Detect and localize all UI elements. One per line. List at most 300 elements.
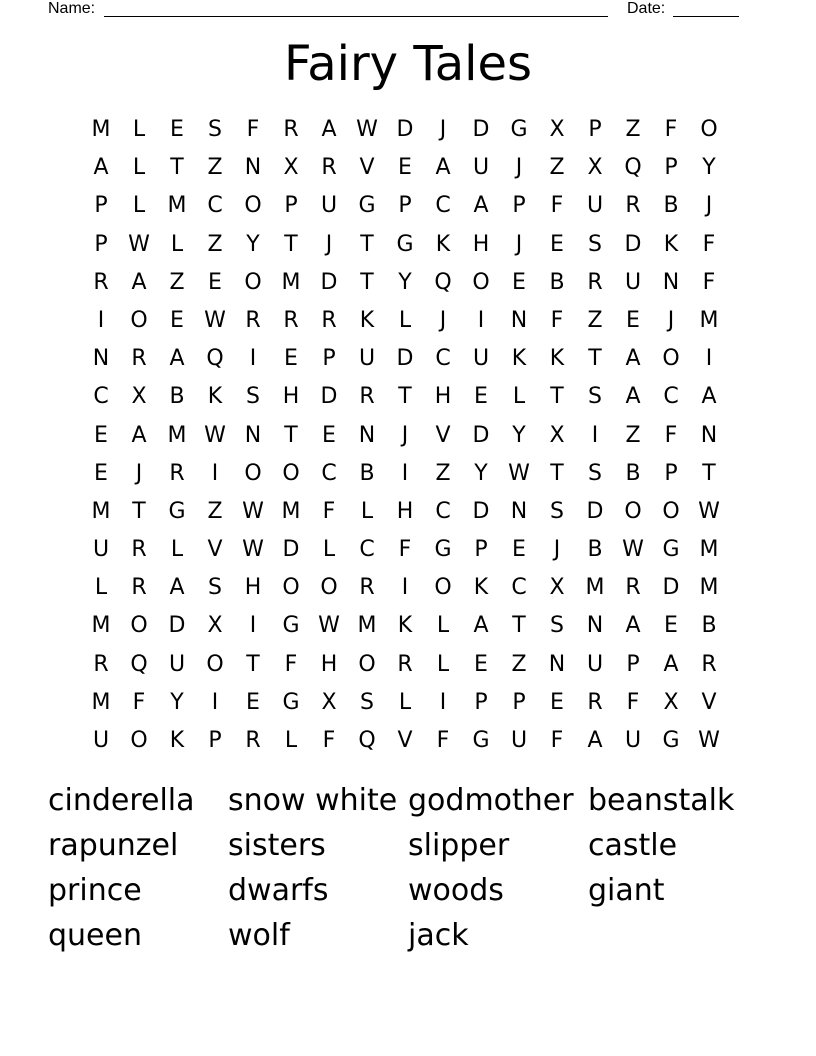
grid-letter: F — [398, 537, 412, 563]
grid-letter: T — [398, 384, 412, 410]
word-list-item: woods — [408, 873, 504, 908]
grid-letter: S — [360, 689, 374, 715]
grid-letter: A — [701, 384, 717, 410]
grid-letter: D — [662, 575, 680, 601]
grid-letter: B — [359, 460, 375, 486]
grid-letter: O — [282, 575, 300, 601]
word-list-item: beanstalk — [588, 783, 735, 818]
grid-letter: A — [169, 575, 185, 601]
grid-letter: O — [700, 117, 718, 142]
grid-letter: O — [358, 651, 376, 677]
grid-letter: X — [549, 422, 565, 448]
grid-letter: E — [512, 537, 526, 563]
grid-letter: W — [698, 728, 720, 753]
grid-letter: S — [550, 498, 564, 524]
grid-letter: E — [208, 269, 222, 295]
grid-letter: Y — [702, 155, 716, 181]
grid-letter: X — [549, 117, 565, 142]
grid-letter: W — [356, 117, 378, 142]
grid-letter: D — [472, 117, 490, 142]
grid-letter: X — [207, 613, 223, 639]
grid-letter: T — [284, 231, 298, 257]
grid-letter: T — [284, 422, 298, 448]
grid-letter: F — [626, 689, 640, 715]
grid-letter: W — [204, 307, 226, 333]
grid-letter: F — [702, 231, 716, 257]
grid-letter: M — [699, 537, 719, 563]
grid-letter: J — [667, 307, 675, 333]
grid-letter: K — [359, 307, 375, 333]
grid-letter: Z — [207, 498, 223, 524]
grid-letter: Y — [474, 460, 488, 486]
grid-letter: C — [359, 537, 375, 563]
grid-letter: W — [622, 537, 644, 563]
grid-letter: R — [701, 651, 717, 677]
grid-letter: S — [588, 460, 602, 486]
grid-letter: L — [436, 613, 450, 639]
grid-letter: Z — [169, 269, 185, 295]
grid-letter: F — [322, 728, 336, 753]
grid-letter: P — [284, 193, 298, 219]
grid-letter: N — [92, 346, 110, 372]
grid-letter: S — [208, 575, 222, 601]
grid-letter: Z — [549, 155, 565, 181]
grid-letter: X — [321, 689, 337, 715]
grid-letter: E — [550, 231, 564, 257]
grid-letter: M — [91, 689, 111, 715]
word-list — [48, 779, 768, 959]
grid-letter: W — [204, 422, 226, 448]
grid-letter: R — [131, 575, 147, 601]
grid-letter: A — [625, 613, 641, 639]
word-list-item: castle — [588, 828, 678, 863]
grid-letter: G — [434, 537, 452, 563]
grid-letter: Y — [170, 689, 184, 715]
grid-letter: E — [94, 422, 108, 448]
word-list-item: queen — [48, 918, 142, 953]
grid-letter: A — [321, 117, 337, 142]
grid-letter: A — [663, 651, 679, 677]
grid-letter: R — [397, 651, 413, 677]
grid-letter: M — [699, 307, 719, 333]
grid-letter: T — [170, 155, 184, 181]
grid-letter: P — [398, 193, 412, 219]
grid-letter: Y — [398, 269, 412, 295]
grid-letter: V — [359, 155, 375, 181]
grid-letter: V — [397, 728, 413, 753]
date-label: Date: — [627, 0, 666, 17]
grid-letter: Q — [624, 155, 642, 181]
grid-letter: P — [94, 231, 108, 257]
grid-letter: O — [244, 193, 262, 219]
grid-letter: P — [512, 689, 526, 715]
grid-letter: J — [439, 307, 447, 333]
grid-letter: Y — [512, 422, 526, 448]
grid-letter: G — [282, 613, 300, 639]
grid-letter: A — [131, 269, 147, 295]
grid-letter: O — [130, 613, 148, 639]
grid-letter: C — [663, 384, 679, 410]
grid-letter: W — [318, 613, 340, 639]
grid-letter: J — [515, 155, 523, 181]
grid-letter: M — [699, 575, 719, 601]
grid-letter: O — [206, 651, 224, 677]
grid-letter: F — [132, 689, 146, 715]
grid-letter: P — [94, 193, 108, 219]
grid-letter: K — [207, 384, 223, 410]
grid-letter: Z — [587, 307, 603, 333]
grid-letter: E — [322, 422, 336, 448]
grid-letter: R — [283, 117, 299, 142]
grid-letter: C — [321, 460, 337, 486]
grid-letter: V — [701, 689, 717, 715]
grid-letter: L — [322, 537, 336, 563]
grid-letter: A — [93, 155, 109, 181]
word-list-item: rapunzel — [48, 828, 179, 863]
grid-letter: T — [550, 384, 564, 410]
grid-letter: D — [282, 537, 300, 563]
grid-letter: W — [508, 460, 530, 486]
grid-letter: M — [167, 193, 187, 219]
grid-letter: G — [358, 193, 376, 219]
grid-letter: R — [245, 307, 261, 333]
grid-letter: U — [624, 269, 642, 295]
grid-letter: A — [625, 346, 641, 372]
grid-letter: X — [549, 575, 565, 601]
name-blank-line[interactable] — [104, 16, 608, 17]
grid-letter: W — [698, 498, 720, 524]
grid-letter: Z — [207, 231, 223, 257]
word-list-item: prince — [48, 873, 142, 908]
grid-letter: O — [130, 307, 148, 333]
grid-letter: W — [242, 537, 264, 563]
grid-letter: U — [168, 651, 186, 677]
grid-letter: I — [249, 613, 257, 639]
grid-letter: R — [131, 537, 147, 563]
grid-letter: R — [93, 269, 109, 295]
grid-letter: R — [625, 193, 641, 219]
grid-letter: B — [169, 384, 185, 410]
grid-letter: C — [207, 193, 223, 219]
grid-letter: O — [320, 575, 338, 601]
grid-letter: D — [472, 422, 490, 448]
grid-letter: L — [398, 307, 412, 333]
grid-letter: O — [662, 346, 680, 372]
grid-letter: B — [587, 537, 603, 563]
grid-letter: O — [472, 269, 490, 295]
grid-letter: C — [435, 193, 451, 219]
grid-letter: G — [472, 728, 490, 753]
word-list-item: sisters — [228, 828, 326, 863]
grid-letter: L — [512, 384, 526, 410]
grid-letter: Q — [358, 728, 376, 753]
grid-letter: U — [92, 728, 110, 753]
grid-letter: S — [550, 613, 564, 639]
grid-letter: E — [550, 689, 564, 715]
worksheet-header — [0, 0, 816, 20]
grid-letter: F — [702, 269, 716, 295]
grid-letter: R — [625, 575, 641, 601]
grid-letter: T — [550, 460, 564, 486]
grid-letter: G — [396, 231, 414, 257]
grid-letter: T — [360, 269, 374, 295]
grid-letter: T — [360, 231, 374, 257]
grid-letter: H — [320, 651, 338, 677]
grid-letter: U — [586, 651, 604, 677]
grid-letter: J — [401, 422, 409, 448]
grid-letter: R — [587, 689, 603, 715]
grid-letter: G — [282, 689, 300, 715]
grid-letter: O — [434, 575, 452, 601]
grid-letter: L — [284, 728, 298, 753]
grid-letter: C — [93, 384, 109, 410]
grid-letter: E — [512, 269, 526, 295]
grid-letter: I — [401, 575, 409, 601]
grid-letter: E — [398, 155, 412, 181]
grid-letter: P — [208, 728, 222, 753]
grid-letter: I — [211, 460, 219, 486]
grid-letter: U — [320, 193, 338, 219]
grid-letter: F — [550, 193, 564, 219]
grid-letter: L — [360, 498, 374, 524]
grid-letter: P — [664, 155, 678, 181]
grid-letter: I — [249, 346, 257, 372]
grid-letter: U — [472, 346, 490, 372]
grid-letter: O — [130, 728, 148, 753]
grid-letter: N — [244, 422, 262, 448]
grid-letter: R — [359, 575, 375, 601]
grid-letter: D — [586, 498, 604, 524]
grid-letter: E — [626, 307, 640, 333]
grid-letter: K — [473, 575, 489, 601]
grid-letter: I — [439, 689, 447, 715]
grid-letter: U — [624, 728, 642, 753]
grid-letter: V — [207, 537, 223, 563]
grid-letter: Q — [130, 651, 148, 677]
grid-letter: J — [705, 193, 713, 219]
grid-letter: I — [97, 307, 105, 333]
grid-letter: H — [244, 575, 262, 601]
grid-letter: D — [168, 613, 186, 639]
grid-letter: Z — [435, 460, 451, 486]
grid-letter: R — [359, 384, 375, 410]
grid-letter: H — [396, 498, 414, 524]
grid-letter: J — [439, 117, 447, 142]
date-blank-line[interactable] — [673, 16, 739, 17]
grid-letter: A — [587, 728, 603, 753]
grid-letter: W — [128, 231, 150, 257]
grid-letter: R — [283, 307, 299, 333]
word-list-item: snow white — [228, 783, 398, 818]
grid-letter: B — [549, 269, 565, 295]
grid-letter: N — [662, 269, 680, 295]
grid-letter: O — [624, 498, 642, 524]
grid-letter: I — [591, 422, 599, 448]
grid-letter: X — [283, 155, 299, 181]
grid-letter: T — [132, 498, 146, 524]
grid-letter: U — [586, 193, 604, 219]
grid-letter: T — [588, 346, 602, 372]
word-list-item: giant — [588, 873, 665, 908]
grid-letter: C — [435, 498, 451, 524]
grid-letter: P — [474, 537, 488, 563]
grid-letter: H — [472, 231, 490, 257]
grid-letter: I — [705, 346, 713, 372]
grid-letter: D — [624, 231, 642, 257]
grid-letter: R — [321, 307, 337, 333]
grid-letter: K — [397, 613, 413, 639]
grid-letter: U — [472, 155, 490, 181]
grid-letter: T — [512, 613, 526, 639]
grid-letter: E — [474, 651, 488, 677]
grid-letter: O — [244, 460, 262, 486]
grid-letter: L — [170, 231, 184, 257]
grid-letter: N — [244, 155, 262, 181]
grid-letter: F — [664, 117, 678, 142]
grid-letter: O — [244, 269, 262, 295]
grid-letter: P — [588, 117, 602, 142]
grid-letter: R — [131, 346, 147, 372]
grid-letter: L — [132, 155, 146, 181]
grid-letter: H — [434, 384, 452, 410]
grid-letter: M — [585, 575, 605, 601]
grid-letter: N — [510, 498, 528, 524]
grid-letter: B — [701, 613, 717, 639]
grid-letter: Z — [207, 155, 223, 181]
grid-letter: N — [548, 651, 566, 677]
grid-letter: L — [398, 689, 412, 715]
grid-letter: T — [702, 460, 716, 486]
grid-letter: O — [662, 498, 680, 524]
grid-letter: E — [474, 384, 488, 410]
grid-letter: F — [246, 117, 260, 142]
grid-letter: G — [510, 117, 528, 142]
grid-letter: Z — [625, 422, 641, 448]
grid-letter: P — [626, 651, 640, 677]
grid-letter: M — [281, 498, 301, 524]
grid-letter: S — [246, 384, 260, 410]
grid-letter: W — [242, 498, 264, 524]
grid-letter: L — [94, 575, 108, 601]
grid-letter: S — [588, 231, 602, 257]
grid-letter: F — [284, 651, 298, 677]
grid-letter: D — [320, 269, 338, 295]
grid-letter: D — [396, 346, 414, 372]
grid-letter: H — [282, 384, 300, 410]
grid-letter: M — [167, 422, 187, 448]
grid-letter: X — [663, 689, 679, 715]
grid-letter: R — [587, 269, 603, 295]
grid-letter: A — [473, 613, 489, 639]
word-list-item: cinderella — [48, 783, 195, 818]
grid-letter: L — [132, 117, 146, 142]
grid-letter: Y — [246, 231, 260, 257]
grid-letter: R — [169, 460, 185, 486]
grid-letter: F — [550, 728, 564, 753]
grid-letter: P — [664, 460, 678, 486]
grid-letter: T — [246, 651, 260, 677]
grid-letter: D — [472, 498, 490, 524]
name-label: Name: — [48, 0, 96, 17]
grid-letter: J — [135, 460, 143, 486]
page-title: Fairy Tales — [283, 36, 532, 92]
grid-letter: S — [588, 384, 602, 410]
word-list-item: jack — [408, 918, 469, 953]
grid-letter: U — [92, 537, 110, 563]
grid-letter: F — [550, 307, 564, 333]
grid-letter: Z — [511, 651, 527, 677]
grid-letter: Q — [434, 269, 452, 295]
grid-letter: L — [436, 651, 450, 677]
grid-letter: M — [91, 613, 111, 639]
word-list-item: godmother — [408, 783, 574, 818]
grid-letter: J — [553, 537, 561, 563]
grid-letter: N — [510, 307, 528, 333]
grid-letter: R — [245, 728, 261, 753]
grid-letter: F — [322, 498, 336, 524]
grid-letter: X — [131, 384, 147, 410]
grid-letter: E — [94, 460, 108, 486]
grid-letter: I — [211, 689, 219, 715]
grid-letter: C — [511, 575, 527, 601]
grid-letter: U — [510, 728, 528, 753]
grid-letter: J — [325, 231, 333, 257]
grid-letter: J — [515, 231, 523, 257]
grid-letter: A — [131, 422, 147, 448]
grid-letter: B — [663, 193, 679, 219]
grid-letter: S — [208, 117, 222, 142]
word-list-item: dwarfs — [228, 873, 329, 908]
grid-letter: A — [169, 346, 185, 372]
grid-letter: D — [320, 384, 338, 410]
grid-letter: N — [358, 422, 376, 448]
letter-grid — [82, 111, 728, 760]
grid-letter: N — [586, 613, 604, 639]
grid-letter: P — [322, 346, 336, 372]
grid-letter: L — [132, 193, 146, 219]
grid-letter: F — [436, 728, 450, 753]
grid-letter: K — [549, 346, 565, 372]
grid-letter: P — [474, 689, 488, 715]
grid-letter: M — [91, 498, 111, 524]
grid-letter: A — [473, 193, 489, 219]
grid-letter: G — [662, 537, 680, 563]
grid-letter: I — [477, 307, 485, 333]
grid-letter: U — [358, 346, 376, 372]
grid-letter: E — [246, 689, 260, 715]
grid-letter: R — [321, 155, 337, 181]
grid-letter: N — [700, 422, 718, 448]
grid-letter: D — [396, 117, 414, 142]
grid-letter: V — [435, 422, 451, 448]
grid-letter: E — [170, 307, 184, 333]
grid-letter: K — [663, 231, 679, 257]
grid-letter: O — [282, 460, 300, 486]
grid-letter: P — [512, 193, 526, 219]
grid-letter: E — [170, 117, 184, 142]
grid-letter: E — [284, 346, 298, 372]
grid-letter: A — [435, 155, 451, 181]
word-list-item: slipper — [408, 828, 510, 863]
grid-letter: C — [435, 346, 451, 372]
grid-letter: M — [281, 269, 301, 295]
grid-letter: K — [169, 728, 185, 753]
grid-letter: E — [664, 613, 678, 639]
grid-letter: I — [401, 460, 409, 486]
grid-letter: R — [93, 651, 109, 677]
grid-letter: B — [625, 460, 641, 486]
grid-letter: K — [511, 346, 527, 372]
